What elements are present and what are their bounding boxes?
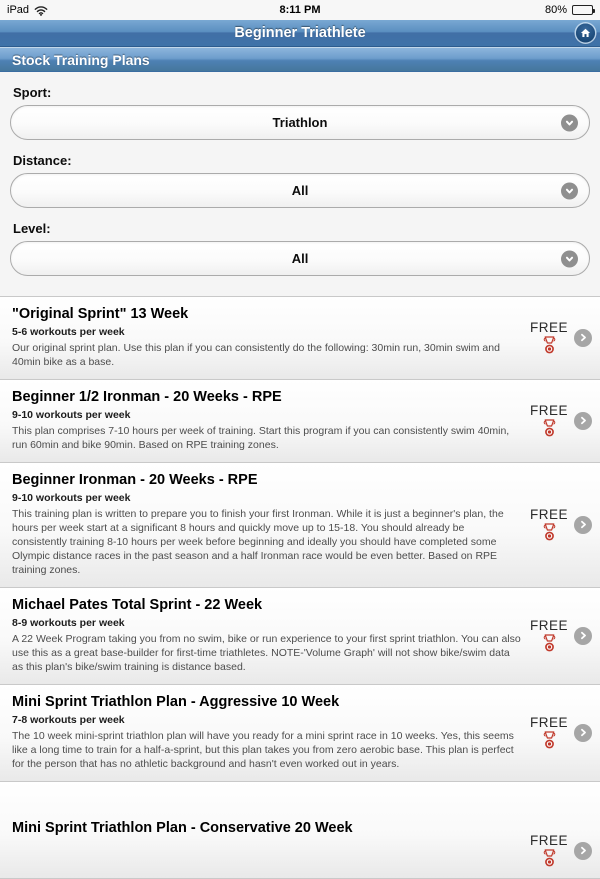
chevron-right-icon[interactable] <box>574 329 592 347</box>
plan-description: A 22 Week Program taking you from no swim, bike or run experience to your first sprint triathlon. You can also use this as a great base-builder for first-time triathletes. NOTE-'Volume Graph' will not show bike/swim data as this plan's bike/swim training is distance based. <box>12 633 521 673</box>
plan-price-badge <box>529 833 569 868</box>
plan-row[interactable] <box>0 588 600 685</box>
plan-frequency: 8-9 workouts per week <box>12 617 125 629</box>
chevron-right-icon[interactable] <box>574 516 592 534</box>
plan-description: This plan comprises 7-10 hours per week of training. Start this program if you can consistently swim 40min, run 60min and bike 90min. Based on RPE training zones. <box>12 425 510 451</box>
sport-select[interactable] <box>10 105 590 140</box>
plan-accessory <box>529 507 592 542</box>
plan-info <box>12 472 529 577</box>
plan-title: Mini Sprint Triathlon Plan - Conservative 20 Week <box>12 819 353 836</box>
plan-accessory <box>529 618 592 653</box>
nav-bar <box>0 20 600 47</box>
medal-icon <box>543 849 556 868</box>
free-badge-label: FREE <box>529 833 568 848</box>
chevron-down-icon <box>561 250 578 267</box>
plan-row[interactable] <box>0 297 600 380</box>
filter-panel <box>0 72 600 296</box>
section-header <box>0 47 600 72</box>
chevron-right-icon[interactable] <box>574 724 592 742</box>
level-filter-label: Level: <box>13 221 51 236</box>
home-icon <box>580 28 591 39</box>
filter-group-distance <box>10 153 590 208</box>
wifi-icon <box>34 5 48 16</box>
plan-price-badge <box>529 320 569 355</box>
plan-frequency: 7-8 workouts per week <box>12 714 125 726</box>
plan-info <box>12 389 529 452</box>
plan-row[interactable] <box>0 782 600 879</box>
plan-title: Mini Sprint Triathlon Plan - Aggressive 10 Week <box>12 694 340 710</box>
plan-price-badge <box>529 403 569 438</box>
sport-filter-label: Sport: <box>13 85 52 100</box>
plan-info <box>12 597 529 674</box>
plan-price-badge <box>529 618 569 653</box>
plan-row[interactable] <box>0 685 600 782</box>
distance-filter-label: Distance: <box>13 153 72 168</box>
medal-icon <box>543 523 556 542</box>
filter-group-level <box>10 221 590 276</box>
home-button[interactable] <box>576 24 595 43</box>
plan-row[interactable] <box>0 463 600 588</box>
distance-select[interactable] <box>10 173 590 208</box>
level-selected-value: All <box>291 251 309 266</box>
sport-selected-value: Triathlon <box>272 115 328 130</box>
free-badge-label: FREE <box>529 403 568 418</box>
free-badge-label: FREE <box>529 507 568 522</box>
chevron-right-icon[interactable] <box>574 627 592 645</box>
plan-price-badge <box>529 507 569 542</box>
plan-title: "Original Sprint" 13 Week <box>12 306 189 322</box>
plan-frequency: 9-10 workouts per week <box>12 409 131 421</box>
chevron-right-icon[interactable] <box>574 842 592 860</box>
plan-frequency: 9-10 workouts per week <box>12 492 131 504</box>
chevron-right-icon[interactable] <box>574 412 592 430</box>
filter-group-sport <box>10 85 590 140</box>
plan-description: Our original sprint plan. Use this plan if you can consistently do the following: 30min run, 30min swim and 40min bike as a base. <box>12 342 500 368</box>
level-select[interactable] <box>10 241 590 276</box>
medal-icon <box>543 419 556 438</box>
medal-icon <box>543 634 556 653</box>
battery-percent: 80% <box>544 4 567 16</box>
distance-selected-value: All <box>291 183 309 198</box>
plan-accessory <box>529 833 592 868</box>
free-badge-label: FREE <box>529 618 568 633</box>
plan-price-badge <box>529 715 569 750</box>
status-bar <box>0 0 600 20</box>
plan-frequency: 5-6 workouts per week <box>12 326 125 338</box>
free-badge-label: FREE <box>529 715 568 730</box>
plan-description: The 10 week mini-sprint triathlon plan will have you ready for a mini sprint race in 10 weeks. Yes, this seems like a long time to train for a half-a-sprint, but this plan takes you from zero aerobic base. This plan is perfect for the person that has no athletic background and hasn't even worked out in years. <box>12 730 514 770</box>
free-badge-label: FREE <box>529 320 568 335</box>
device-label: iPad <box>7 4 30 16</box>
plan-title: Beginner 1/2 Ironman - 20 Weeks - RPE <box>12 389 282 405</box>
page-title: Beginner Triathlete <box>234 25 366 41</box>
plan-info <box>12 820 529 840</box>
chevron-down-icon <box>561 114 578 131</box>
plan-accessory <box>529 715 592 750</box>
section-title: Stock Training Plans <box>12 51 150 68</box>
chevron-down-icon <box>561 182 578 199</box>
plan-title: Michael Pates Total Sprint - 22 Week <box>12 597 263 613</box>
plan-description: This training plan is written to prepare you to finish your first Ironman. While it is just a beginner's plan, the hours per week start at a significant 8 hours and quickly move up to 15-18. You should already be consistently training 8-10 hours per week before beginning and ideally you should have completed some Olympic distance races in the past season and a half Ironman race would be even better. Based on RPE training zones. <box>12 508 504 576</box>
plan-title: Beginner Ironman - 20 Weeks - RPE <box>12 472 258 488</box>
plan-accessory <box>529 320 592 355</box>
plan-row[interactable] <box>0 380 600 463</box>
plan-info <box>12 694 529 771</box>
medal-icon <box>543 731 556 750</box>
plan-info <box>12 306 529 369</box>
training-plan-list <box>0 296 600 879</box>
status-time: 8:11 PM <box>279 4 321 16</box>
plan-accessory <box>529 403 592 438</box>
medal-icon <box>543 336 556 355</box>
battery-icon <box>572 5 593 15</box>
